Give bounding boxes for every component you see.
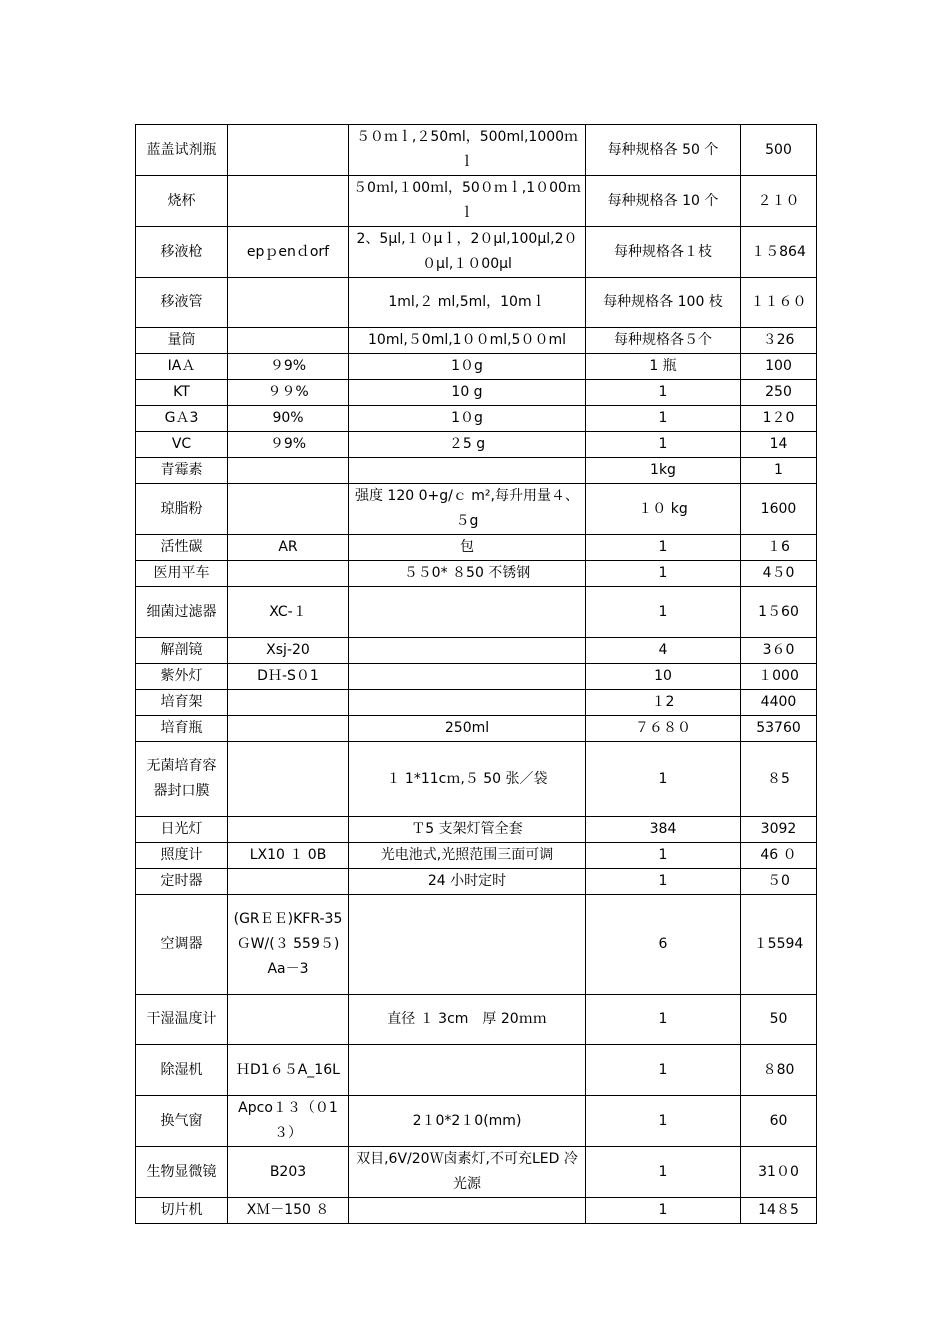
cell-quantity: 1 (586, 432, 741, 458)
cell-quantity: 1 (586, 1045, 741, 1096)
table-row (136, 354, 817, 380)
cell-price: 3６0 (741, 638, 817, 664)
cell-name: 空调器 (136, 895, 228, 995)
table-body (136, 125, 817, 1224)
cell-quantity: 1 (586, 535, 741, 561)
cell-spec: 24 小时定时 (349, 869, 586, 895)
table-row (136, 561, 817, 587)
cell-name: IAＡ (136, 354, 228, 380)
cell-spec (349, 458, 586, 484)
cell-model (228, 458, 349, 484)
cell-price: 50 (741, 995, 817, 1045)
cell-price: ８5 (741, 742, 817, 817)
cell-price: ２１０ (741, 176, 817, 227)
cell-price: 250 (741, 380, 817, 406)
cell-spec: Ｔ5 支架灯管全套 (349, 817, 586, 843)
cell-price: 100 (741, 354, 817, 380)
cell-price: 60 (741, 1096, 817, 1147)
cell-price: 14８5 (741, 1198, 817, 1224)
cell-price: 4400 (741, 690, 817, 716)
cell-price: 3092 (741, 817, 817, 843)
cell-quantity: 1 (586, 995, 741, 1045)
cell-name: 烧杯 (136, 176, 228, 227)
cell-quantity: １０ kg (586, 484, 741, 535)
table-row (136, 843, 817, 869)
cell-spec (349, 664, 586, 690)
cell-spec: ２5 g (349, 432, 586, 458)
table-row (136, 484, 817, 535)
cell-quantity: 1 (586, 380, 741, 406)
cell-model: XＭ－150 ８ (228, 1198, 349, 1224)
cell-name: 青霉素 (136, 458, 228, 484)
equipment-table (135, 124, 817, 1224)
cell-spec (349, 895, 586, 995)
cell-spec (349, 1045, 586, 1096)
table-row (136, 664, 817, 690)
table-row (136, 690, 817, 716)
cell-quantity: 1 (586, 1096, 741, 1147)
cell-name: VC (136, 432, 228, 458)
cell-name: 定时器 (136, 869, 228, 895)
cell-model: ９9% (228, 432, 349, 458)
cell-model: ９９% (228, 380, 349, 406)
cell-model (228, 484, 349, 535)
cell-price: 1２0 (741, 406, 817, 432)
cell-name: 培育瓶 (136, 716, 228, 742)
cell-price: １１６０ (741, 278, 817, 328)
cell-spec: 10ml,５0ml,1００ml,5００ml (349, 328, 586, 354)
table-row (136, 406, 817, 432)
cell-quantity: 每种规格各５个 (586, 328, 741, 354)
cell-quantity: 1kg (586, 458, 741, 484)
cell-quantity: 4 (586, 638, 741, 664)
table-row (136, 1147, 817, 1198)
table-row (136, 742, 817, 817)
cell-spec: １ 1*11cｍ,５ 50 张／袋 (349, 742, 586, 817)
cell-spec: 10 g (349, 380, 586, 406)
cell-model: B203 (228, 1147, 349, 1198)
cell-price: 14 (741, 432, 817, 458)
table-row (136, 817, 817, 843)
cell-quantity: 1 (586, 587, 741, 638)
cell-name: KT (136, 380, 228, 406)
cell-model: epｐenｄorf (228, 227, 349, 278)
table-row (136, 1198, 817, 1224)
cell-price: 31０0 (741, 1147, 817, 1198)
cell-price: 1600 (741, 484, 817, 535)
table-row (136, 432, 817, 458)
table-row (136, 1045, 817, 1096)
cell-name: 细菌过滤器 (136, 587, 228, 638)
cell-quantity: 每种规格各 100 枝 (586, 278, 741, 328)
cell-model: Apco１３（０1３） (228, 1096, 349, 1147)
cell-spec: 1０g (349, 354, 586, 380)
cell-model (228, 176, 349, 227)
cell-quantity: 1 (586, 406, 741, 432)
cell-price: ８80 (741, 1045, 817, 1096)
cell-spec: 2、5μl,１０μｌ，2０μl,100μl,2００μl,１０00μl (349, 227, 586, 278)
cell-quantity: 1 (586, 742, 741, 817)
cell-quantity: 每种规格各 50 个 (586, 125, 741, 176)
cell-name: 移液枪 (136, 227, 228, 278)
cell-model: LX10 １ 0B (228, 843, 349, 869)
table-row (136, 1096, 817, 1147)
cell-spec: ５５0* ８50 不锈钢 (349, 561, 586, 587)
cell-name: 紫外灯 (136, 664, 228, 690)
table-row (136, 535, 817, 561)
cell-name: 活性碳 (136, 535, 228, 561)
cell-spec: ５0ｍl,１00ｍl，50０ｍｌ,1０00ｍｌ (349, 176, 586, 227)
cell-spec: ５０ｍｌ,２50ml，500ml,1000ｍｌ (349, 125, 586, 176)
cell-price: １000 (741, 664, 817, 690)
table-row (136, 638, 817, 664)
table-row (136, 176, 817, 227)
cell-quantity: 1 (586, 561, 741, 587)
cell-name: 除湿机 (136, 1045, 228, 1096)
cell-spec: 1ml,２ ml,5ml，10mｌ (349, 278, 586, 328)
cell-name: 琼脂粉 (136, 484, 228, 535)
cell-price: 1 (741, 458, 817, 484)
cell-price: 4５0 (741, 561, 817, 587)
cell-model (228, 328, 349, 354)
cell-model (228, 742, 349, 817)
table-row (136, 869, 817, 895)
cell-name: 蓝盖试剂瓶 (136, 125, 228, 176)
cell-model (228, 278, 349, 328)
cell-spec: 1０g (349, 406, 586, 432)
cell-name: 无菌培育容器封口膜 (136, 742, 228, 817)
cell-name: 解剖镜 (136, 638, 228, 664)
cell-price: 46 ０ (741, 843, 817, 869)
cell-quantity: 每种规格各１枝 (586, 227, 741, 278)
cell-name: 量筒 (136, 328, 228, 354)
cell-model: AR (228, 535, 349, 561)
cell-spec: 光电池式,光照范围三面可调 (349, 843, 586, 869)
table-row (136, 125, 817, 176)
cell-quantity: １2 (586, 690, 741, 716)
cell-price: ５0 (741, 869, 817, 895)
cell-spec (349, 587, 586, 638)
cell-name: 切片机 (136, 1198, 228, 1224)
cell-price: １6 (741, 535, 817, 561)
cell-name: 日光灯 (136, 817, 228, 843)
cell-model (228, 125, 349, 176)
cell-price: ３26 (741, 328, 817, 354)
cell-spec: 2１0*2１0(mm) (349, 1096, 586, 1147)
cell-price: 1５60 (741, 587, 817, 638)
cell-quantity: 1 瓶 (586, 354, 741, 380)
table-row (136, 716, 817, 742)
table-row (136, 458, 817, 484)
cell-quantity: 每种规格各 10 个 (586, 176, 741, 227)
cell-spec (349, 638, 586, 664)
cell-model (228, 690, 349, 716)
cell-spec: 包 (349, 535, 586, 561)
cell-spec: 直径 １ 3cm 厚 20ｍｍ (349, 995, 586, 1045)
cell-spec (349, 1198, 586, 1224)
cell-model (228, 995, 349, 1045)
table-row (136, 895, 817, 995)
cell-model: XC-１ (228, 587, 349, 638)
cell-quantity: 10 (586, 664, 741, 690)
cell-spec (349, 690, 586, 716)
cell-name: GＡ3 (136, 406, 228, 432)
cell-model: ９9% (228, 354, 349, 380)
cell-name: 移液管 (136, 278, 228, 328)
table-row (136, 380, 817, 406)
cell-spec: 双目,6V/20Ｗ卤素灯,不可充LED 冷光源 (349, 1147, 586, 1198)
cell-spec: 强度 120 0+g/ｃ m²,每升用量４、５g (349, 484, 586, 535)
cell-name: 生物显微镜 (136, 1147, 228, 1198)
cell-name: 干湿温度计 (136, 995, 228, 1045)
cell-name: 照度计 (136, 843, 228, 869)
cell-name: 培育架 (136, 690, 228, 716)
table-row (136, 278, 817, 328)
cell-model: Xsj-20 (228, 638, 349, 664)
cell-quantity: 1 (586, 1147, 741, 1198)
cell-quantity: 1 (586, 869, 741, 895)
cell-model (228, 561, 349, 587)
cell-quantity: 1 (586, 843, 741, 869)
cell-model: DＨ-S０1 (228, 664, 349, 690)
cell-price: １５864 (741, 227, 817, 278)
cell-quantity: 6 (586, 895, 741, 995)
cell-model: ＨD1６５A_16L (228, 1045, 349, 1096)
cell-price: １5594 (741, 895, 817, 995)
table-row (136, 328, 817, 354)
table-row (136, 995, 817, 1045)
cell-model: 90% (228, 406, 349, 432)
cell-model (228, 817, 349, 843)
cell-spec: 250ml (349, 716, 586, 742)
cell-name: 医用平车 (136, 561, 228, 587)
cell-price: 500 (741, 125, 817, 176)
cell-quantity: 1 (586, 1198, 741, 1224)
table-row (136, 587, 817, 638)
cell-model: (GRＥＥ)KFR-35ＧW/(３ 559５)Aa－3 (228, 895, 349, 995)
cell-price: 53760 (741, 716, 817, 742)
cell-quantity: ７６８０ (586, 716, 741, 742)
table-row (136, 227, 817, 278)
cell-name: 换气窗 (136, 1096, 228, 1147)
cell-quantity: 384 (586, 817, 741, 843)
cell-model (228, 869, 349, 895)
cell-model (228, 716, 349, 742)
